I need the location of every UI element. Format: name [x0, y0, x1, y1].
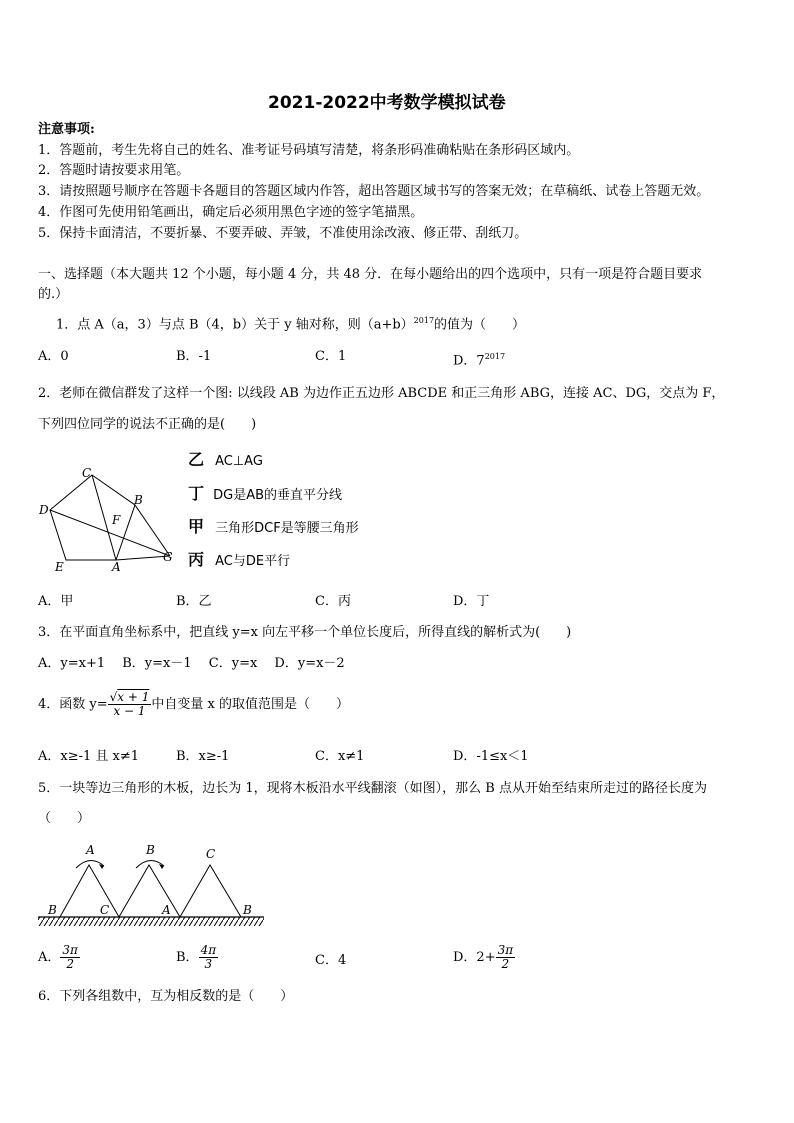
q1-option-d-sup: 2017	[484, 352, 506, 361]
segment-dg	[50, 510, 170, 556]
q5-option-d	[453, 944, 515, 971]
q2-option-b: B．乙	[176, 594, 212, 609]
claim-jia-name: 甲	[188, 517, 205, 536]
label-b-end: B	[243, 903, 252, 917]
label-f: F	[112, 513, 121, 527]
q5-stem-line2: （ ）	[38, 811, 91, 826]
section1-heading-line1: 一、选择题（本大题共 12 个小题，每小题 4 分，共 48 分．在每小题给出的四个选项中，只有一项是符合题目要求	[38, 267, 703, 282]
notice-item-3: 3．请按照题号顺序在答题卡各题目的答题区域内作答，超出答题区域书写的答案无效；在草稿纸、试卷上答题无效。	[38, 184, 710, 199]
notice-item-2: 2．答题时请按要求用笔。	[38, 163, 190, 178]
q1-option-d-text: D．7	[453, 353, 485, 369]
q4-stem-a: 4．函数 y=	[38, 696, 108, 712]
q1-stem-sup: 2017	[413, 316, 435, 325]
claim-ding	[188, 481, 342, 504]
q4-fraction	[108, 691, 152, 718]
label-a-bottom: A	[162, 903, 171, 917]
q3-options: A．y=x+1 B．y=x－1 C．y=x D．y=x－2	[38, 656, 345, 671]
q1-option-a: A．0	[38, 349, 69, 364]
claim-bing	[188, 547, 290, 570]
q2-stem-line2: 下列四位同学的说法不正确的是( )	[38, 417, 257, 432]
q3-stem: 3．在平面直角坐标系中，把直线 y=x 向左平移一个单位长度后，所得直线的解析式为( )	[38, 625, 572, 640]
q1-option-d	[453, 348, 505, 370]
claim-yi-text: AC⊥AG	[215, 454, 263, 469]
label-a: A	[112, 560, 121, 574]
label-c-top: C	[206, 847, 216, 861]
claim-jia-text: 三角形DCF是等腰三角形	[215, 521, 359, 536]
q5-option-d-num: 3π	[497, 943, 514, 957]
q5-option-d-label: D．2+	[453, 949, 496, 965]
q2-option-d: D．丁	[453, 594, 490, 609]
notice-item-1: 1．答题前，考生先将自己的姓名、准考证号码填写清楚，将条形码准确粘贴在条形码区域内。	[38, 143, 580, 158]
q5-stem-line1: 5．一块等边三角形的木板，边长为 1，现将木板沿水平线翻滚（如图），那么 B 点从开始至结束所走过的路径长度为	[38, 781, 707, 796]
q6-stem: 6．下列各组数中，互为相反数的是（ ）	[38, 989, 294, 1004]
triangle-2	[119, 865, 180, 917]
q5-option-d-den: 2	[501, 957, 510, 971]
label-b-top: B	[146, 843, 155, 857]
q4-option-c: C．x≠1	[315, 749, 365, 764]
q5-option-a-fraction	[60, 944, 80, 971]
q2-option-c: C．丙	[315, 594, 351, 609]
segment-ag	[116, 556, 170, 560]
label-g: G	[163, 550, 173, 564]
q1-stem	[56, 312, 525, 334]
q5-option-a-label: A．	[38, 949, 61, 965]
label-a-1: A	[86, 843, 95, 857]
q4-radicand: x + 1	[117, 690, 150, 704]
claim-jia	[188, 514, 359, 537]
label-e: E	[55, 560, 64, 574]
segment-bg	[135, 505, 170, 556]
claim-yi	[188, 447, 263, 470]
q5-option-b-num: 4π	[200, 943, 217, 957]
q4-option-d: D．-1≤x＜1	[453, 749, 529, 764]
q4-option-b: B．x≥-1	[176, 749, 230, 764]
section1-heading-line2: 的.）	[38, 287, 69, 302]
q1-option-c: C．1	[315, 349, 347, 364]
claim-bing-text: AC与DE平行	[215, 554, 291, 569]
q5-option-b-label: B．	[176, 949, 199, 965]
claim-ding-text: DG是AB的垂直平分线	[213, 488, 343, 503]
q2-stem-line1: 2．老师在微信群发了这样一个图: 以线段 AB 为边作正五边形 ABCDE 和正三角形 ABG，连接 AC、DG，交点为 F，	[38, 386, 725, 401]
q1-stem-a: 1．点 A（a，3）与点 B（4，b）关于 y 轴对称，则（a+b）	[56, 317, 414, 333]
q4-option-a: A．x≥-1 且 x≠1	[38, 749, 140, 764]
label-b: B	[134, 493, 143, 507]
q5-option-c: C．4	[315, 953, 347, 968]
ground-hatching	[38, 917, 264, 926]
q4-numerator: √x + 1	[109, 690, 150, 704]
q1-stem-b: 的值为（ ）	[434, 317, 526, 333]
claim-bing-name: 丙	[188, 550, 205, 569]
q5-option-d-fraction	[496, 944, 516, 971]
q2-option-a: A．甲	[38, 594, 74, 609]
q4-denominator: x − 1	[113, 704, 146, 718]
notice-item-5: 5．保持卡面清洁，不要折暴、不要弄破、弄皱，不准使用涂改液、修正带、刮纸刀。	[38, 226, 528, 241]
claim-yi-name: 乙	[188, 450, 205, 469]
label-b-start: B	[48, 903, 57, 917]
q5-option-a	[38, 944, 80, 971]
rolling-triangle-diagram	[38, 840, 268, 932]
q5-option-a-den: 2	[66, 957, 74, 971]
triangle-3	[180, 865, 241, 917]
notice-item-4: 4．作图可先使用铅笔画出，确定后必须用黑色字迹的签字笔描黑。	[38, 205, 424, 220]
q4-stem	[38, 691, 349, 718]
q4-stem-b: 中自变量 x 的取值范围是（ ）	[151, 696, 349, 712]
pentagon-abcde	[50, 475, 135, 560]
claim-ding-name: 丁	[188, 484, 205, 503]
label-c: C	[82, 466, 92, 480]
page-title: 2021-2022中考数学模拟试卷	[268, 93, 506, 113]
label-d: D	[39, 503, 49, 517]
triangle-1	[60, 865, 119, 917]
q5-option-a-num: 3π	[62, 943, 78, 957]
label-c-bottom: C	[100, 903, 110, 917]
notice-heading: 注意事项:	[38, 122, 95, 137]
pentagon-diagram	[30, 460, 180, 580]
q5-option-b-fraction	[199, 944, 219, 971]
q5-option-b-den: 3	[204, 957, 213, 971]
q5-option-b	[176, 944, 218, 971]
q1-option-b: B．-1	[176, 349, 212, 364]
